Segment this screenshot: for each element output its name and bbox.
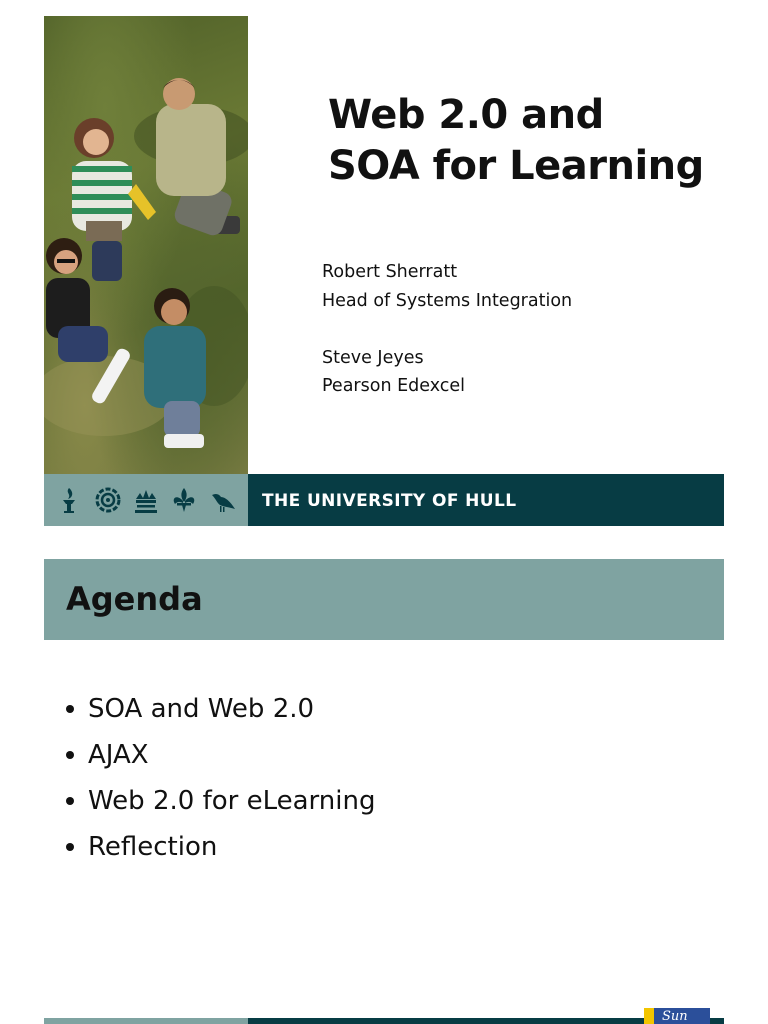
crest-strip bbox=[44, 474, 248, 526]
presenters-block bbox=[322, 258, 702, 401]
university-name: THE UNIVERSITY OF HULL bbox=[262, 491, 517, 511]
presenter-1-role: Head of Systems Integration bbox=[322, 290, 573, 311]
next-slide-banner-edge bbox=[44, 1018, 724, 1024]
sun-logo bbox=[644, 1008, 710, 1024]
torch-icon bbox=[54, 485, 84, 515]
bullet-icon bbox=[66, 751, 74, 759]
list-item bbox=[66, 732, 375, 778]
presenter-1-name: Robert Sherratt bbox=[322, 262, 458, 282]
title-line-1: Web 2.0 and bbox=[328, 92, 604, 138]
agenda-item-text: AJAX bbox=[88, 740, 149, 770]
rose-icon bbox=[93, 485, 123, 515]
agenda-item-text: Reflection bbox=[88, 832, 218, 862]
list-item bbox=[66, 686, 375, 732]
logo-accent bbox=[644, 1008, 654, 1024]
list-item bbox=[66, 778, 375, 824]
agenda-header bbox=[44, 559, 724, 640]
title-line-2: SOA for Learning bbox=[328, 143, 704, 189]
sun-logo-text: Sun bbox=[662, 1009, 688, 1024]
university-banner bbox=[44, 474, 724, 526]
list-item bbox=[66, 824, 375, 870]
presenter-2-name: Steve Jeyes bbox=[322, 347, 424, 368]
crown-icon bbox=[131, 485, 161, 515]
crest-strip-edge bbox=[44, 1018, 248, 1024]
bullet-icon bbox=[66, 705, 74, 713]
students-photo bbox=[44, 16, 248, 474]
agenda-item-text: SOA and Web 2.0 bbox=[88, 694, 315, 724]
bird-icon bbox=[208, 485, 238, 515]
agenda-heading: Agenda bbox=[66, 580, 203, 618]
agenda-item-text: Web 2.0 for eLearning bbox=[88, 786, 376, 816]
presenter-2-org: Pearson Edexcel bbox=[322, 376, 466, 396]
bullet-icon bbox=[66, 843, 74, 851]
agenda-list bbox=[66, 686, 375, 870]
students-illustration bbox=[44, 16, 248, 474]
slide-title bbox=[328, 90, 718, 192]
spacer bbox=[322, 315, 702, 344]
bullet-icon bbox=[66, 797, 74, 805]
title-slide bbox=[44, 16, 724, 526]
fleur-de-lis-icon bbox=[169, 485, 199, 515]
